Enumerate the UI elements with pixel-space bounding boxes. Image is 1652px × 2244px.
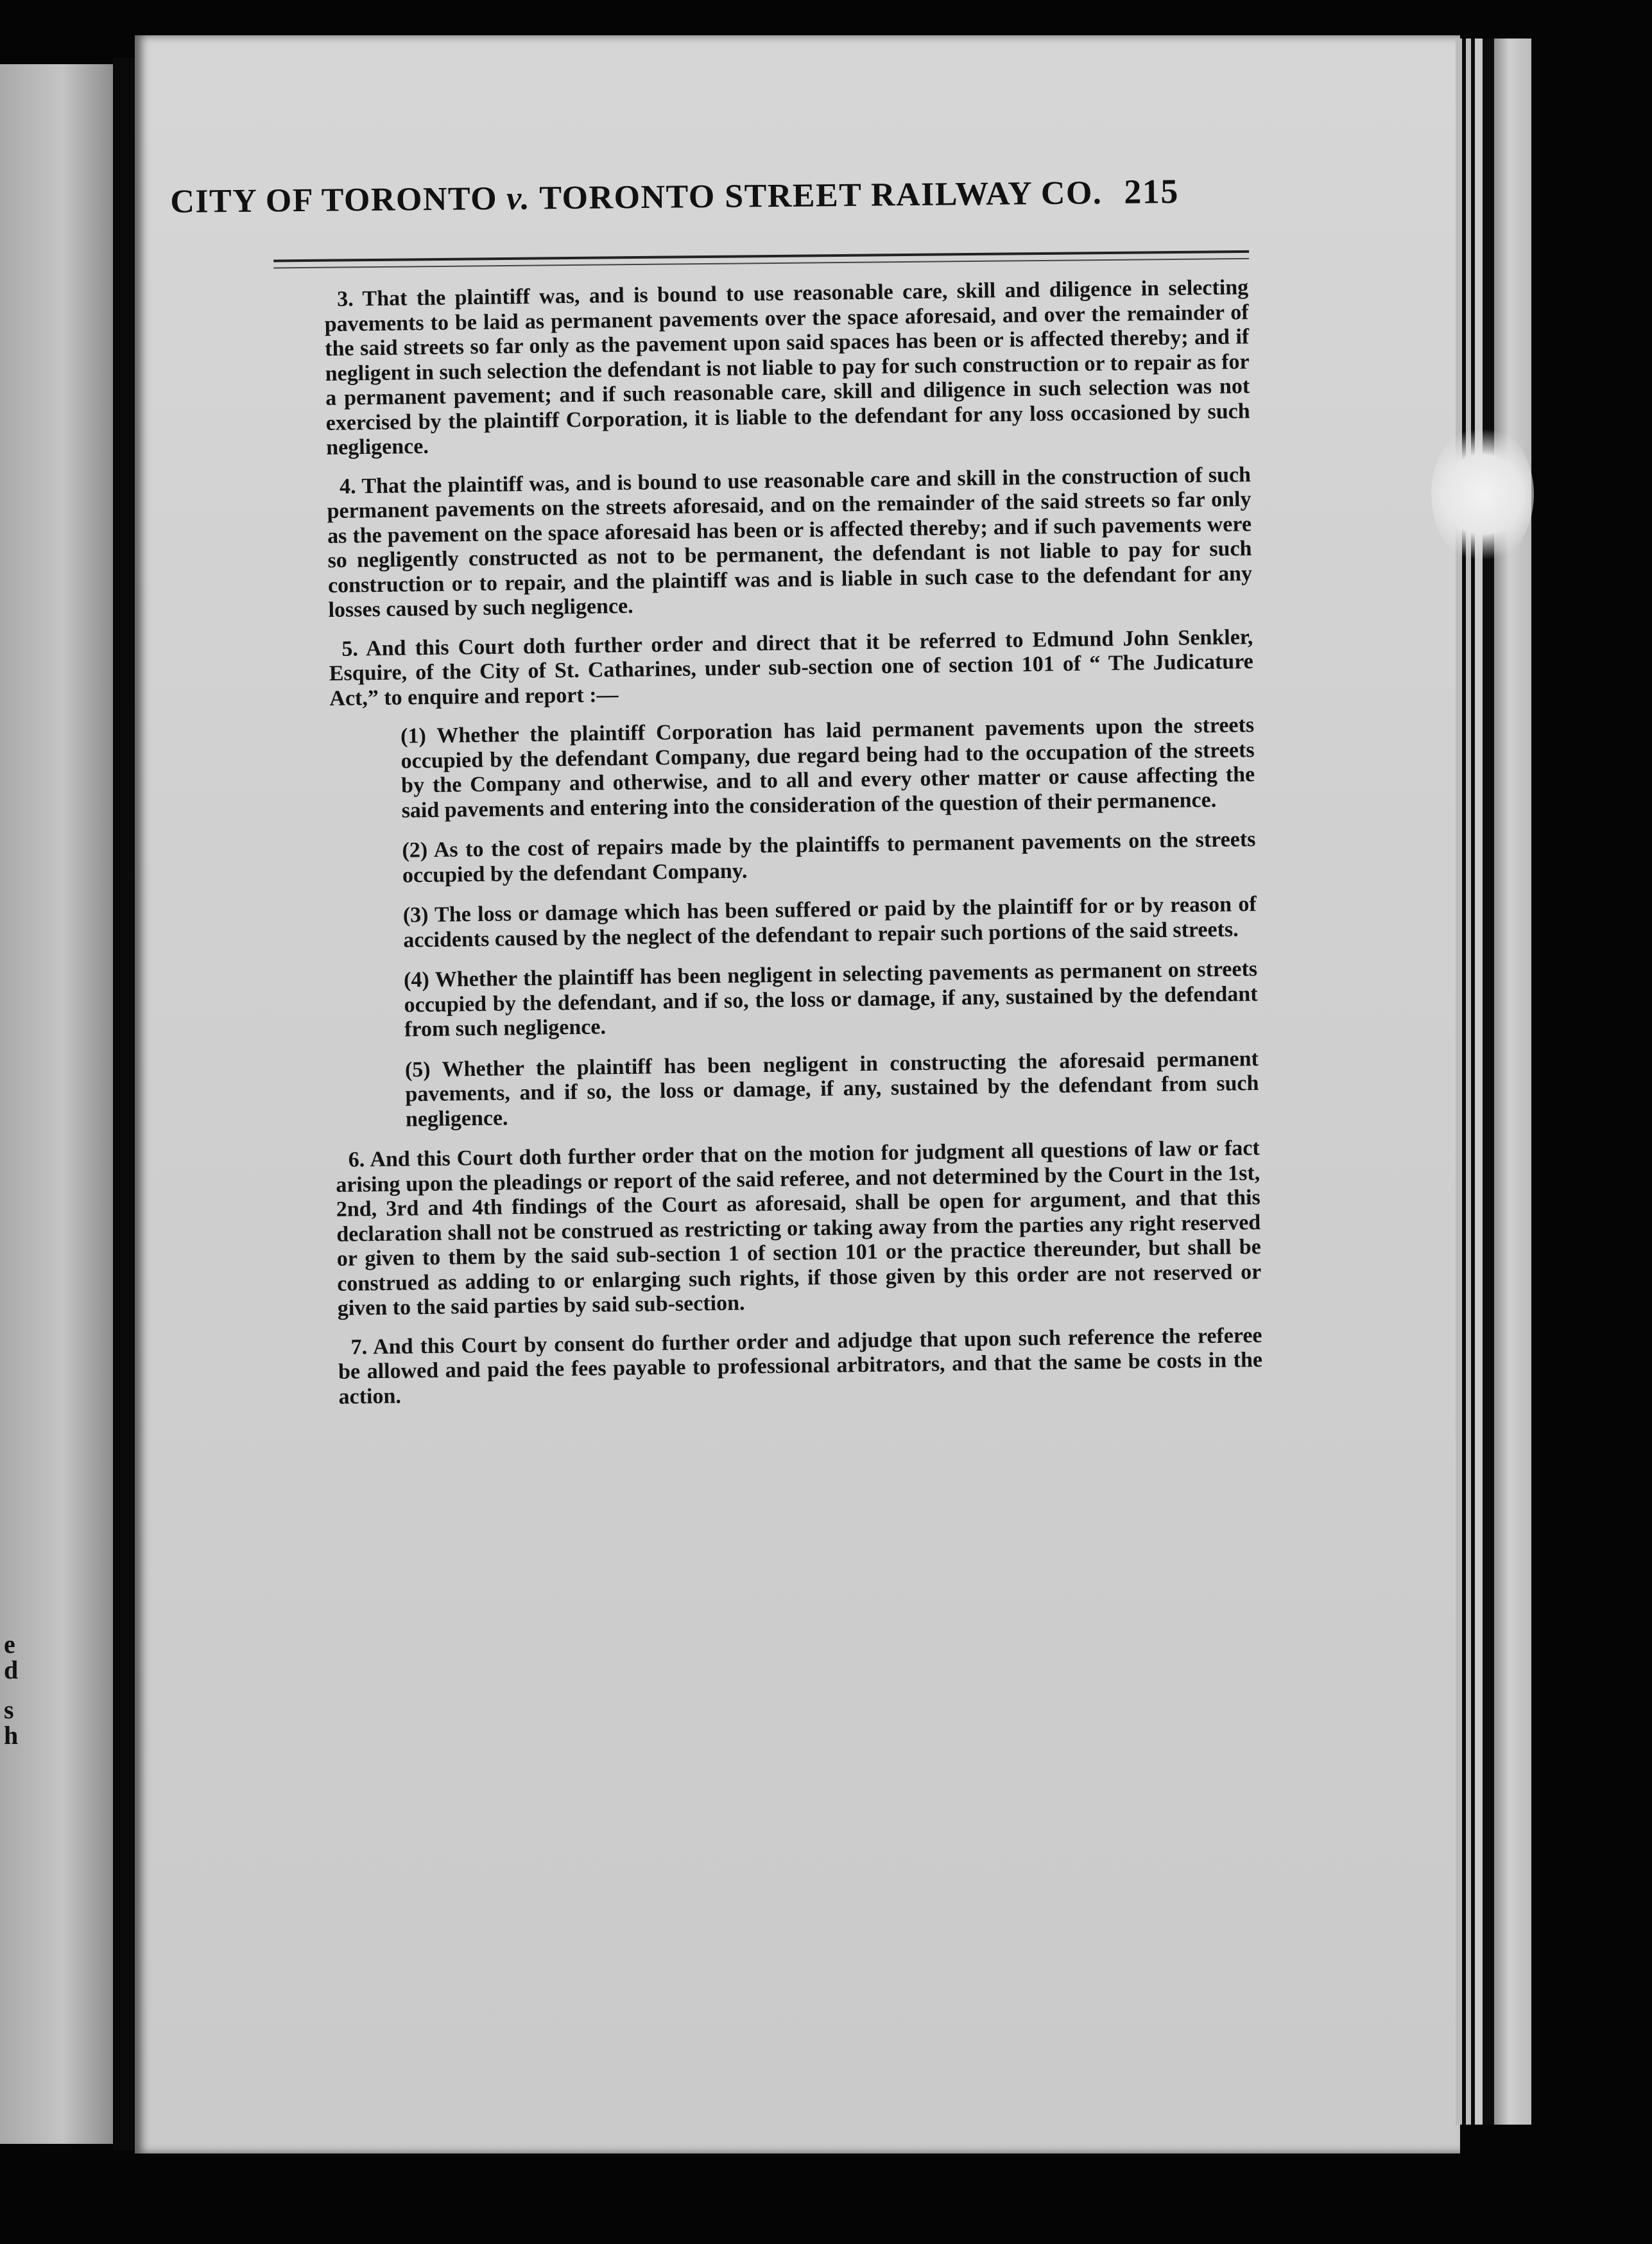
paragraph-7: 7. And this Court by consent do further order and adjudge that upon such reference the referee be allowed and paid the fees payable to professional arbitrators, and that the same be costs in the action. xyxy=(338,1323,1263,1409)
subparagraph-5: (5) Whether the plaintiff has been negligent in constructing the aforesaid permanent pavements, and if so, the loss or damage, if any, sustained by the defendant from such negligence. xyxy=(404,1046,1259,1131)
running-head-left: CITY OF TORONTO xyxy=(170,180,498,220)
book-cover-edge xyxy=(1494,39,1531,2125)
running-head-versus: v. xyxy=(506,180,531,217)
page-edge-shadow xyxy=(1483,39,1494,2125)
paragraph-4: 4. That the plaintiff was, and is bound to use reasonable care and skill in the construction of such permanent pavements on the streets aforesaid, and on the remainder of the said streets so far only as the pavement on the space aforesaid has been or is affected thereby; and if such pavements were so negligently constructed as not to be permanent, the defendant is not liable to pay for such construction or to repair, and the plaintiff was and is liable in such case to the defendant for any losses caused by such negligence. xyxy=(327,462,1253,622)
page-header xyxy=(170,171,1262,270)
paragraph-5: 5. And this Court doth further order and direct that it be referred to Edmund John Senkler, Esquire, of the City of St. Catharines, under sub-section one of section 101 of “ The Judicature Act,” to enquire and report :— xyxy=(329,625,1253,711)
left-facing-page xyxy=(0,64,113,2144)
running-head-right: TORONTO STREET RAILWAY CO. xyxy=(539,175,1103,217)
page-edge xyxy=(1475,39,1483,2125)
paper-stain xyxy=(1431,424,1534,565)
left-page-fragment: h xyxy=(4,1721,19,1750)
left-page-fragment: s xyxy=(4,1695,14,1724)
page-edge xyxy=(1466,39,1471,2125)
left-page-fragment: d xyxy=(4,1655,19,1684)
page-body xyxy=(324,275,1263,1424)
subparagraph-1: (1) Whether the plaintiff Corporation has laid permanent pavements upon the streets occupied by the defendant Company, due regard being had to the occupation of the streets by the Company and otherwise, and to all and every other matter or cause affecting the said pavements and entering into the consideration of the question of their permanence. xyxy=(400,713,1255,822)
paragraph-3: 3. That the plaintiff was, and is bound to use reasonable care, skill and diligence in selecting pavements to be laid as permanent pavements over the space aforesaid, and over the remainder of the said streets so far only as the pavement upon said spaces has been or is affected thereby; and if negligent in such selection the defendant is not liable to pay for such construction or to repair as for a permanent pavement; and if such reasonable care, skill and diligence in such selection was not exercised by the plaintiff Corporation, it is liable to the defendant for any loss occasioned by such negligence. xyxy=(324,275,1250,460)
subparagraph-2: (2) As to the cost of repairs made by the plaintiffs to permanent pavements on the streets occupied by the defendant Company. xyxy=(402,827,1256,887)
page-edge xyxy=(1456,39,1462,2125)
subparagraph-3: (3) The loss or damage which has been suffered or paid by the plaintiff for or by reason of accidents caused by the neglect of the defendant to repair such portions of the said streets. xyxy=(402,892,1257,952)
subparagraph-4: (4) Whether the plaintiff has been negligent in selecting pavements as permanent on streets occupied by the defendant, and if so, the loss or damage, if any, sustained by the defendant from such negligence. xyxy=(403,957,1258,1042)
paragraph-6: 6. And this Court doth further order that on the motion for judgment all questions of law or fact arising upon the pleadings or report of the said referee, and not determined by the Court in the 1st, 2nd, 3rd and 4th findings of the Court as aforesaid, shall be open for argument, and that this declaration shall not be construed as restricting or taking away from the parties any right reserved or given to them by the said sub-section 1 of section 101 or the practice thereunder, but shall be construed as adding to or enlarging such rights, if those given by this order are not reserved or given to the said parties by said sub-section. xyxy=(336,1136,1262,1320)
book-gutter xyxy=(113,58,135,2150)
left-page-fragment: e xyxy=(4,1630,15,1659)
page-number: 215 xyxy=(1124,171,1180,211)
